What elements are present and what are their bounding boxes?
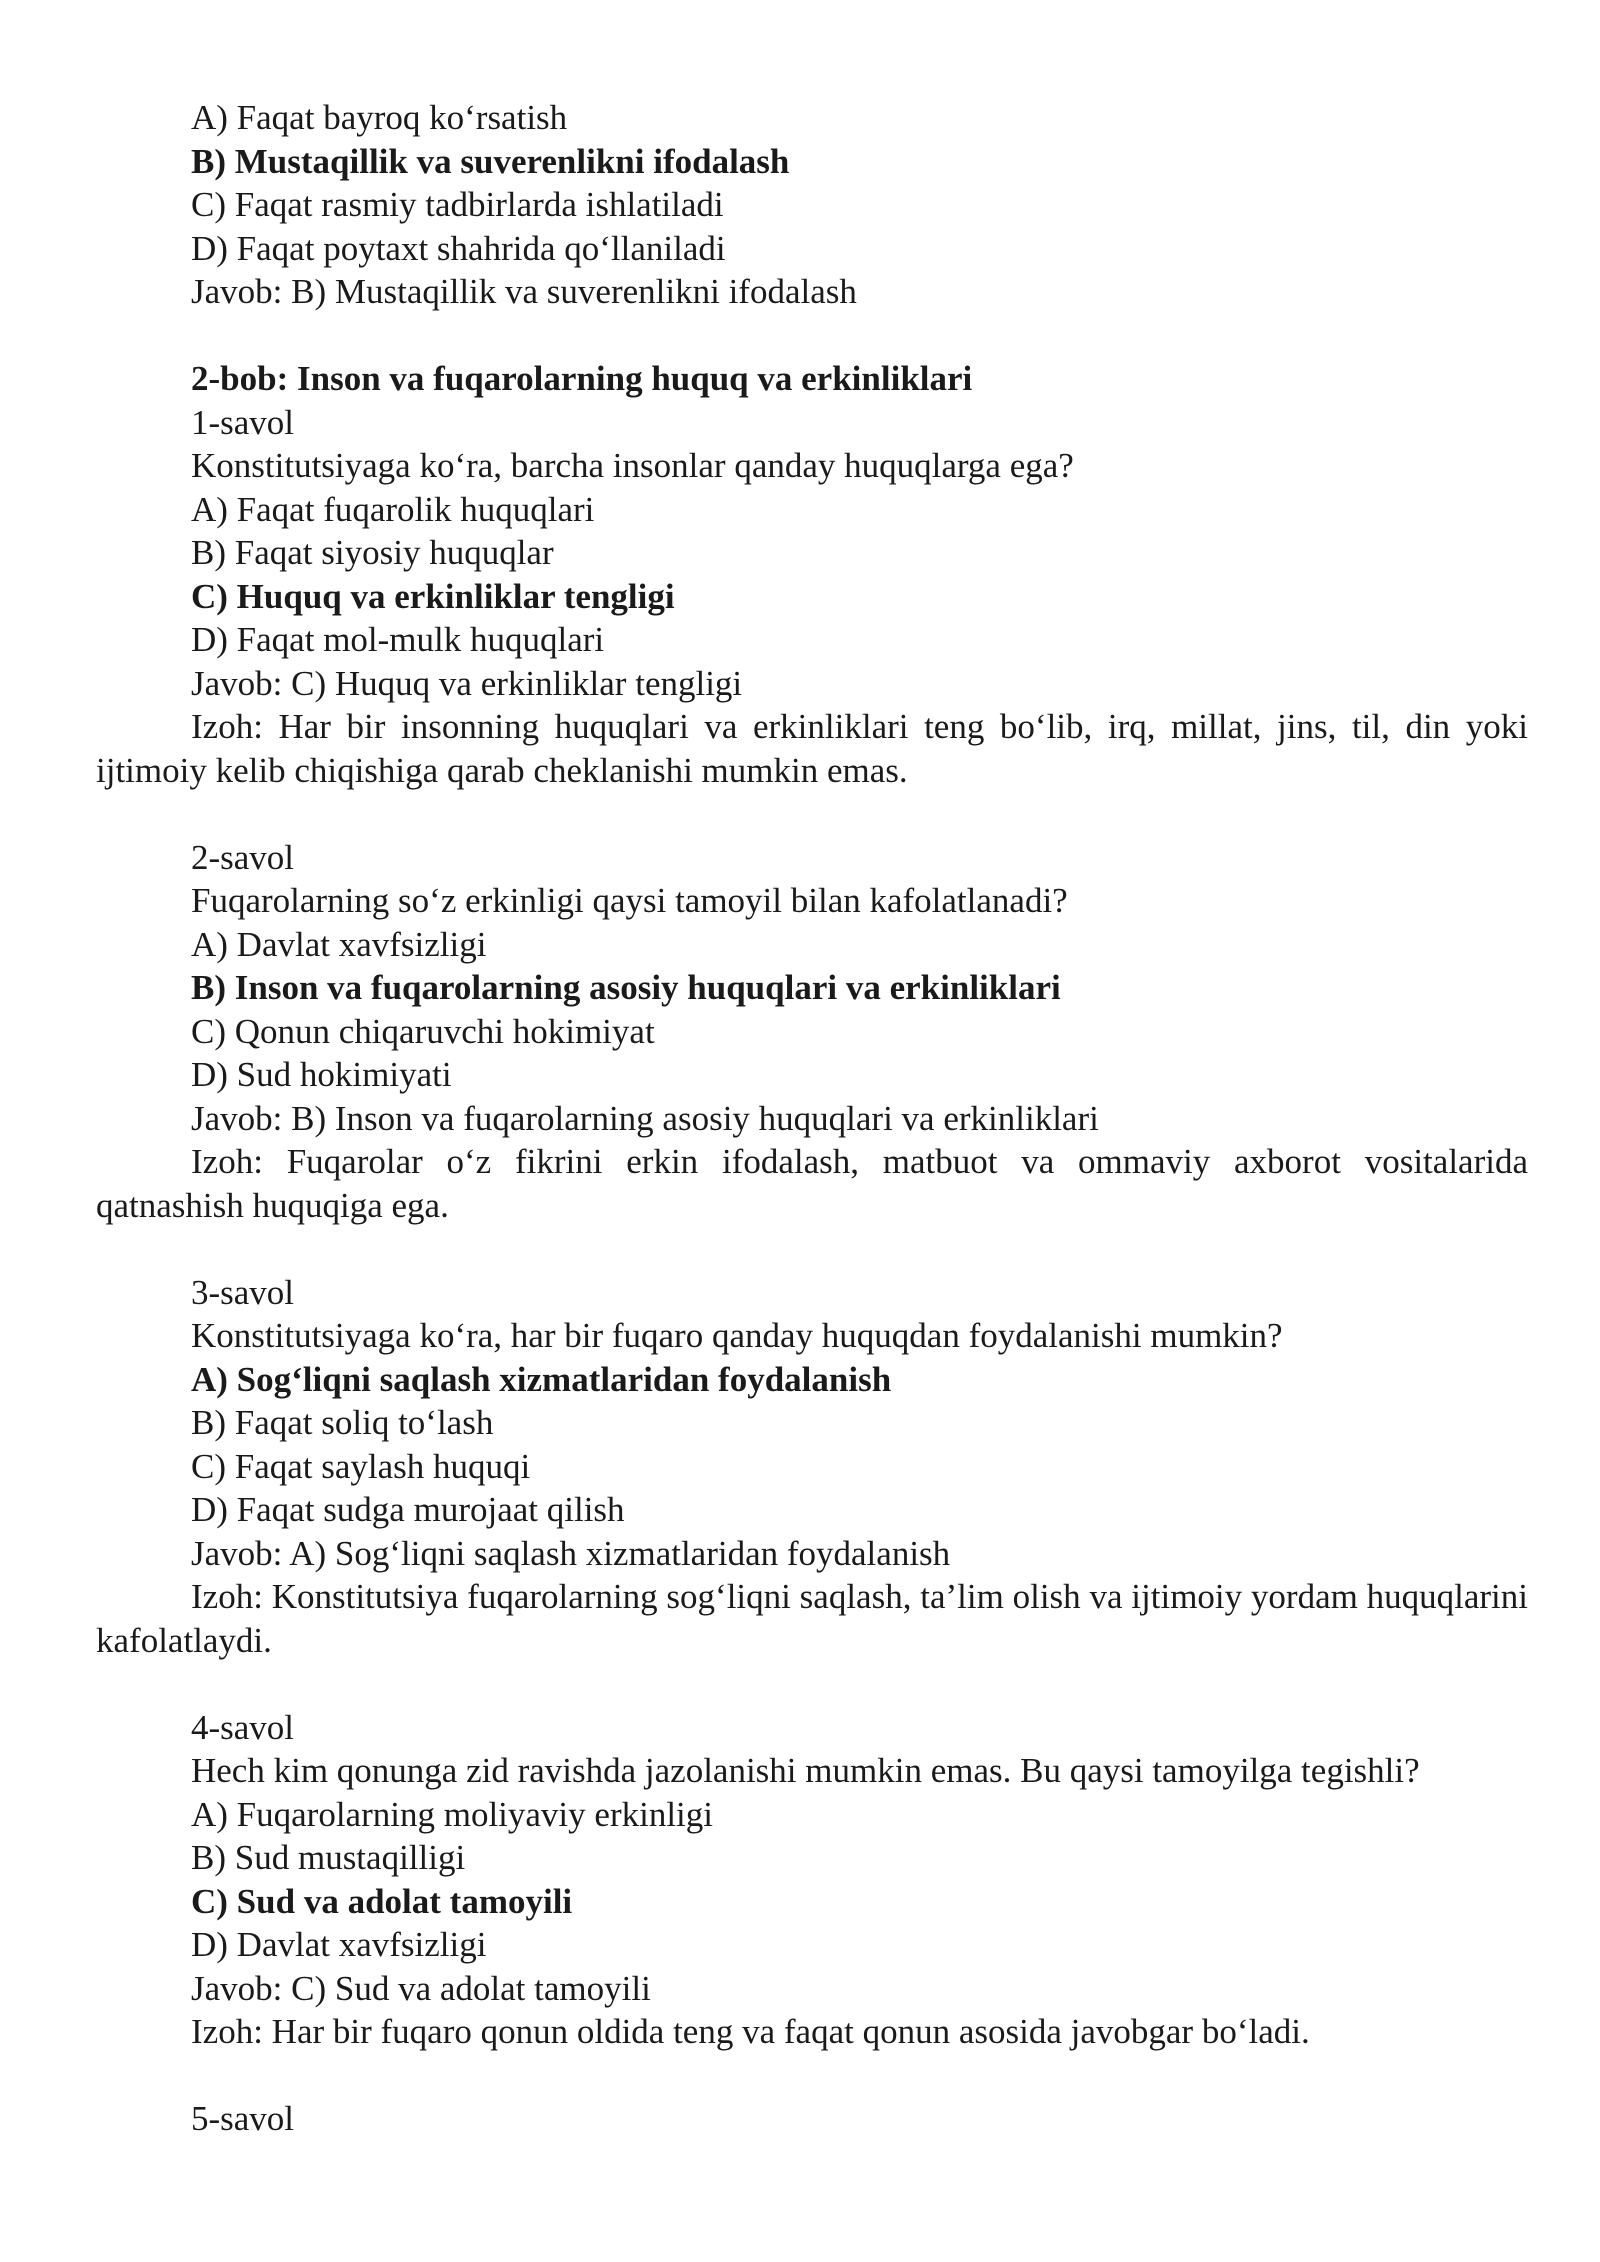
intro-block — [96, 96, 1528, 314]
question-block — [96, 1706, 1528, 2054]
question-text: Konstitutsiyaga ko‘ra, har bir fuqaro qanday huquqdan foydalanishi mumkin? — [191, 1316, 1283, 1355]
option-line: D) Faqat poytaxt shahrida qo‘llaniladi — [191, 228, 726, 268]
answer-line: Javob: A) Sog‘liqni saqlash xizmatlaridan foydalanish — [191, 1533, 951, 1573]
option-line-correct: C) Sud va adolat tamoyili — [191, 1881, 573, 1921]
option-line: B) Faqat soliq to‘lash — [191, 1403, 494, 1442]
explanation-paragraph: Izoh: Har bir fuqaro qonun oldida teng va faqat qonun asosida javobgar bo‘ladi. — [191, 2012, 1310, 2051]
question-label: 4-savol — [191, 1707, 295, 1747]
spacer — [96, 2054, 1528, 2098]
option-line: C) Faqat rasmiy tadbirlarda ishlatiladi — [191, 185, 724, 224]
question-label: 2-savol — [191, 837, 295, 877]
question-label: 3-savol — [191, 1272, 295, 1312]
option-line: C) Faqat saylash huquqi — [191, 1446, 531, 1486]
option-line: D) Davlat xavfsizligi — [191, 1925, 487, 1964]
option-line-correct: A) Sog‘liqni saqlash xizmatlaridan foydalanish — [191, 1359, 892, 1399]
option-line-correct: B) Mustaqillik va suverenlikni ifodalash — [191, 141, 790, 181]
option-line: A) Faqat bayroq ko‘rsatish — [191, 98, 568, 137]
option-line: B) Sud mustaqilligi — [191, 1838, 466, 1877]
option-line: C) Qonun chiqaruvchi hokimiyat — [191, 1011, 655, 1051]
spacer — [96, 314, 1528, 358]
answer-line: Javob: B) Inson va fuqarolarning asosiy huquqlari va erkinliklari — [191, 1098, 1099, 1138]
question-block — [96, 1271, 1528, 1663]
question-block — [96, 836, 1528, 1228]
option-line: A) Faqat fuqarolik huquqlari — [191, 489, 595, 529]
option-line: D) Sud hokimiyati — [191, 1055, 452, 1094]
answer-line: Javob: C) Sud va adolat tamoyili — [191, 1968, 651, 2008]
spacer — [96, 1662, 1528, 1706]
question-block — [96, 401, 1528, 793]
chapter-title: 2-bob: Inson va fuqarolarning huquq va erkinliklari — [191, 359, 973, 398]
answer-line: Javob: C) Huquq va erkinliklar tengligi — [191, 663, 743, 703]
option-line: B) Faqat siyosiy huquqlar — [191, 533, 554, 572]
question-label: 5-savol — [191, 2099, 295, 2138]
question-text: Hech kim qonunga zid ravishda jazolanishi mumkin emas. Bu qaysi tamoyilga tegishli? — [191, 1751, 1420, 1790]
explanation-paragraph: Izoh: Har bir insonning huquqlari va erkinliklari teng bo‘lib, irq, millat, jins, til, din yoki ijtimoiy kelib chiqishiga qarab cheklanishi mumkin emas. — [96, 707, 1528, 790]
option-line-correct: B) Inson va fuqarolarning asosiy huquqlari va erkinliklari — [191, 968, 1061, 1007]
question-text: Fuqarolarning so‘z erkinligi qaysi tamoyil bilan kafolatlanadi? — [191, 881, 1068, 920]
spacer — [96, 1227, 1528, 1271]
document-page — [96, 96, 1528, 2141]
answer-line: Javob: B) Mustaqillik va suverenlikni ifodalash — [191, 272, 857, 311]
option-line-correct: C) Huquq va erkinliklar tengligi — [191, 576, 675, 616]
option-line: D) Faqat sudga murojaat qilish — [191, 1490, 625, 1529]
question-text: Konstitutsiyaga ko‘ra, barcha insonlar qanday huquqlarga ega? — [191, 446, 1074, 485]
spacer — [96, 792, 1528, 836]
question-label: 1-savol — [191, 402, 295, 442]
explanation-paragraph: Izoh: Fuqarolar o‘z fikrini erkin ifodalash, matbuot va ommaviy axborot vositalarida qatnashish huquqiga ega. — [96, 1142, 1528, 1225]
explanation-paragraph: Izoh: Konstitutsiya fuqarolarning sog‘liqni saqlash, ta’lim olish va ijtimoiy yordam huquqlarini kafolatlaydi. — [96, 1577, 1528, 1660]
option-line: A) Davlat xavfsizligi — [191, 924, 487, 964]
option-line: D) Faqat mol-mulk huquqlari — [191, 620, 605, 659]
option-line: A) Fuqarolarning moliyaviy erkinligi — [191, 1794, 713, 1834]
